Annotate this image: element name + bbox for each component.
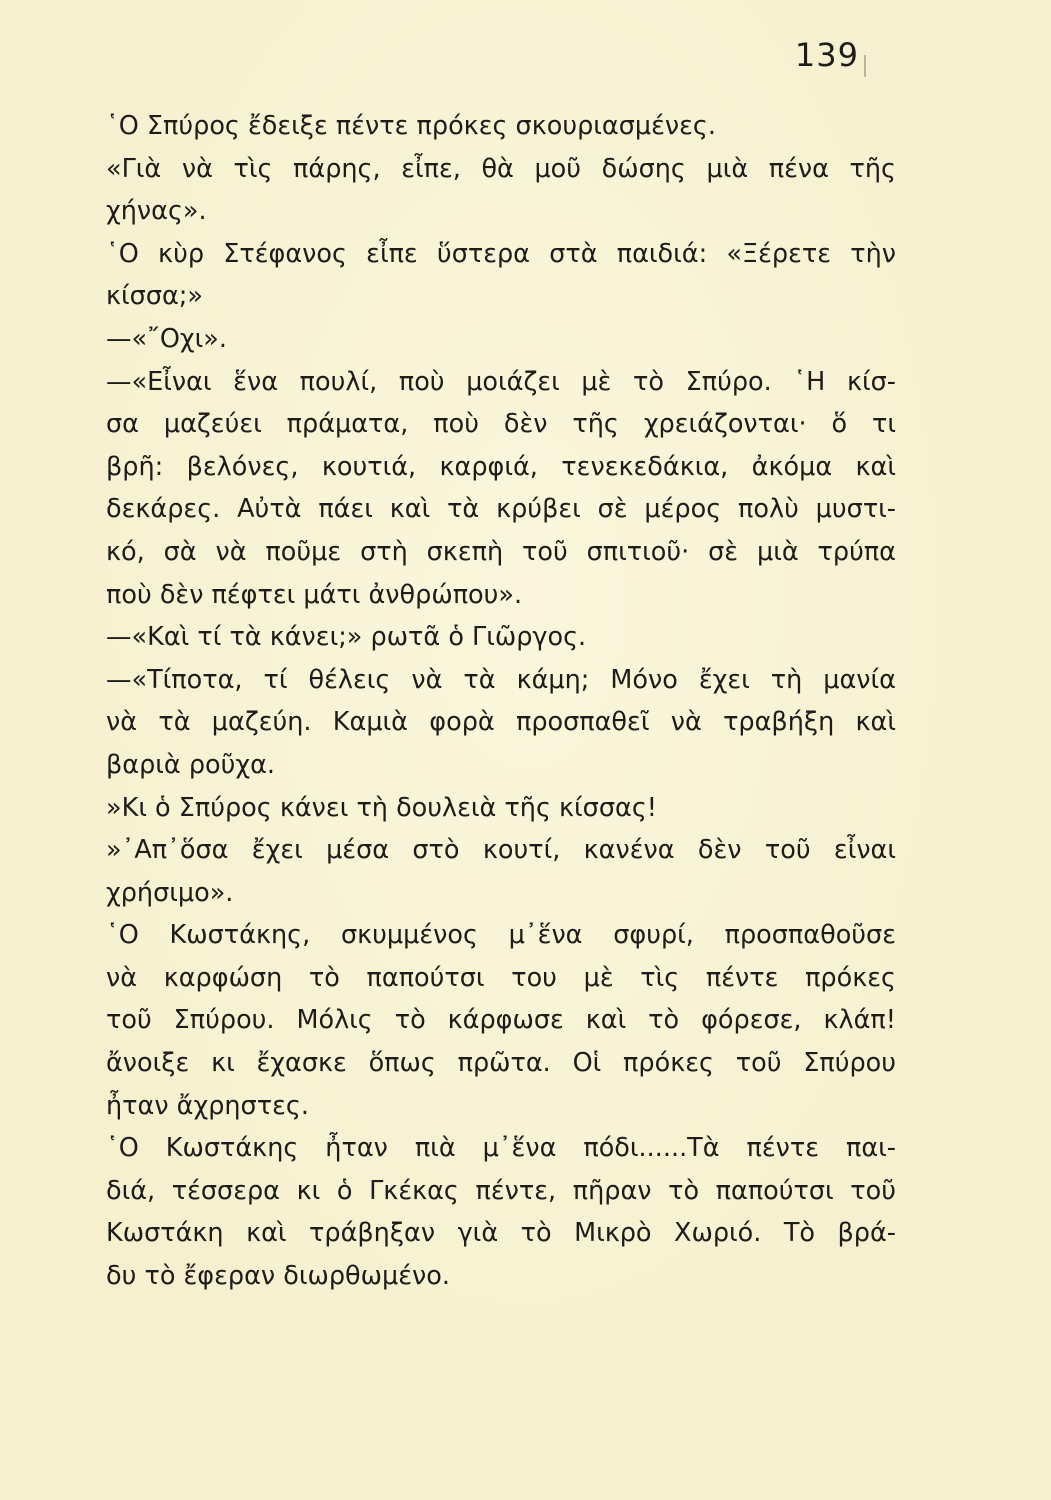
text-line: νὰ καρφώση τὸ παπούτσι του μὲ τὶς πέντε πρόκες <box>106 962 896 993</box>
text-line: «Γιὰ νὰ τὶς πάρης, εἶπε, θὰ μοῦ δώσης μιὰ πένα τῆς <box>106 153 896 184</box>
text-line: —«῎Οχι». <box>106 323 227 354</box>
text-line: κό, σὰ νὰ ποῦμε στὴ σκεπὴ τοῦ σπιτιοῦ· σὲ μιὰ τρύπα <box>106 536 896 567</box>
text-line: ῾Ο κὺρ Στέφανος εἶπε ὕστερα στὰ παιδιά: «Ξέρετε τὴν <box>106 238 896 269</box>
text-line: Κωστάκη καὶ τράβηξαν γιὰ τὸ Μικρὸ Χωριό. Τὸ βρά- <box>106 1218 896 1249</box>
text-line: χρήσιμο». <box>106 877 234 908</box>
text-line: σα μαζεύει πράματα, ποὺ δὲν τῆς χρειάζονται· ὅ τι <box>106 409 896 440</box>
text-line: δυ τὸ ἔφεραν διωρθωμένο. <box>106 1261 450 1292</box>
text-line: χήνας». <box>106 196 207 227</box>
text-line: »᾿Απ᾿ὅσα ἔχει μέσα στὸ κουτί, κανένα δὲν τοῦ εἶναι <box>106 835 896 866</box>
text-line: βρῆ: βελόνες, κουτιά, καρφιά, τενεκεδάκια, ἀκόμα καὶ <box>106 451 896 482</box>
text-line: »Κι ὁ Σπύρος κάνει τὴ δουλειὰ τῆς κίσσας! <box>106 792 658 823</box>
text-line: τοῦ Σπύρου. Μόλις τὸ κάρφωσε καὶ τὸ φόρεσε, κλάπ! <box>106 1005 896 1036</box>
text-line: ῾Ο Κωστάκης ἦταν πιὰ μ᾿ἕνα πόδι......Τὰ πέντε παι- <box>106 1133 896 1164</box>
text-line: νὰ τὰ μαζεύη. Καμιὰ φορὰ προσπαθεῖ νὰ τραβήξη καὶ <box>106 707 896 738</box>
text-line: δεκάρες. Αὐτὰ πάει καὶ τὰ κρύβει σὲ μέρος πολὺ μυστι- <box>106 494 896 525</box>
text-line: ποὺ δὲν πέφτει μάτι ἀνθρώπου». <box>106 579 523 610</box>
text-line: κίσσα;» <box>106 281 203 312</box>
page-number: 139 <box>794 36 859 74</box>
text-line: ἄνοιξε κι ἔχασκε ὅπως πρῶτα. Οἱ πρόκες τοῦ Σπύρου <box>106 1048 896 1079</box>
body-text <box>106 105 896 1298</box>
text-line: —«Καὶ τί τὰ κάνει;» ρωτᾶ ὁ Γιῶργος. <box>106 622 587 653</box>
text-line: ῾Ο Σπύρος ἔδειξε πέντε πρόκες σκουριασμένες. <box>106 111 716 141</box>
text-line: διά, τέσσερα κι ὁ Γκέκας πέντε, πῆραν τὸ παπούτσι τοῦ <box>106 1175 896 1206</box>
text-line: ἦταν ἄχρηστες. <box>106 1090 309 1121</box>
text-line: ῾Ο Κωστάκης, σκυμμένος μ᾿ἕνα σφυρί, προσπαθοῦσε <box>106 920 896 951</box>
text-line: βαριὰ ροῦχα. <box>106 749 275 780</box>
text-line: —«Τίποτα, τί θέλεις νὰ τὰ κάμη; Μόνο ἔχει τὴ μανία <box>106 664 896 695</box>
text-line: —«Εἶναι ἕνα πουλί, ποὺ μοιάζει μὲ τὸ Σπύρο. ῾Η κίσ- <box>106 366 896 397</box>
page-edge-mark <box>864 55 866 77</box>
